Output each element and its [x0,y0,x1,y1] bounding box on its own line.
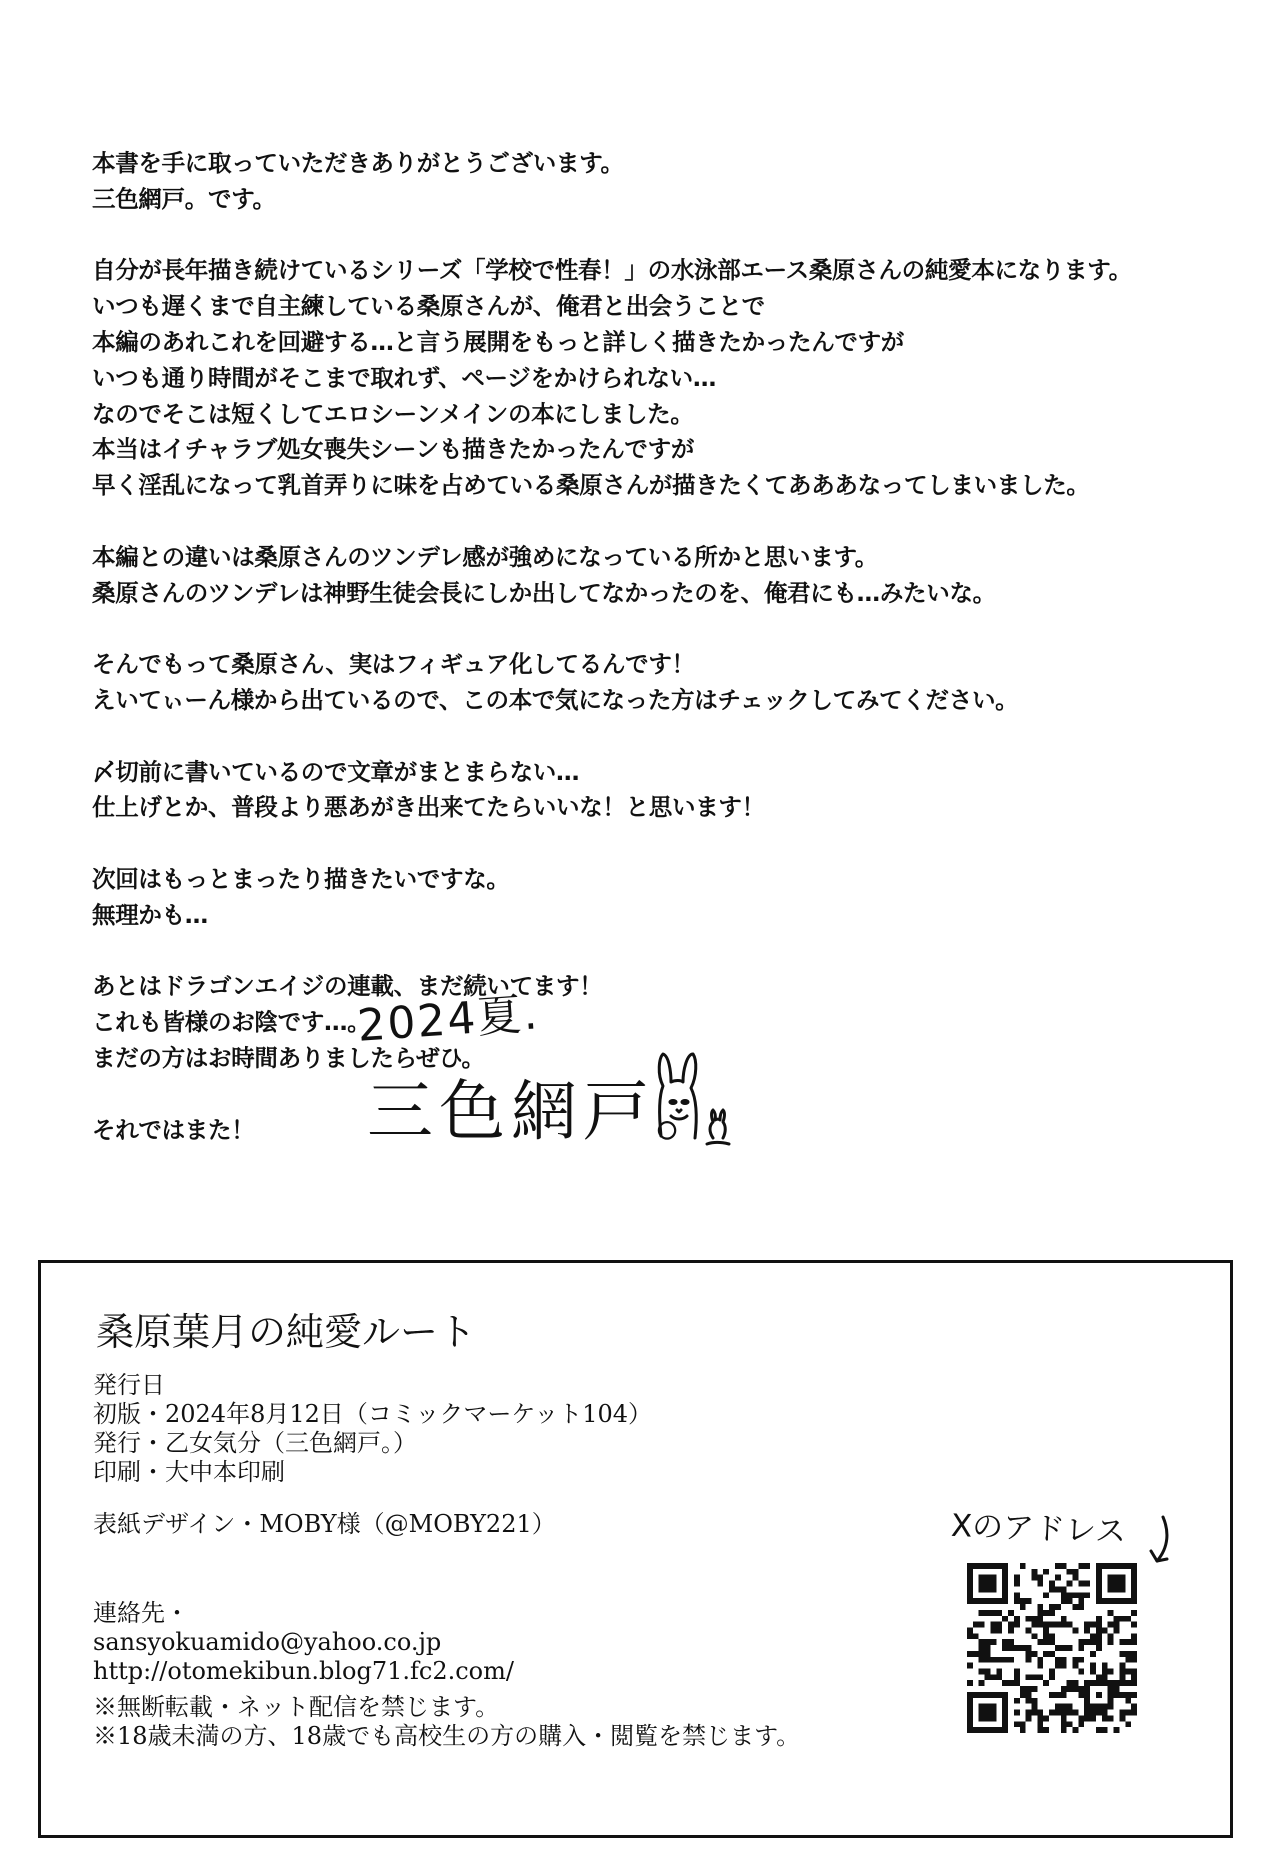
afterword-line: まだの方はお時間ありましたらぜひ。 [92,1043,485,1072]
rabbit-doodle-icon [647,1046,757,1146]
colophon-box [38,1260,1233,1838]
afterword-line: 桑原さんのツンデレは神野生徒会長にしか出してなかったのを、俺君にも…みたいな。 [92,578,996,607]
contact-label: 連絡先・ [93,1599,189,1627]
afterword-line: 仕上げとか、普段より悪あがき出来てたらいいな！と思います！ [92,793,765,822]
qr-code-icon[interactable] [967,1563,1137,1733]
afterword-line: そんでもって桑原さん、実はフィギュア化してるんです！ [92,650,695,679]
contact-email: sansyokuamido@yahoo.co.jp [93,1628,442,1656]
handwritten-signature [355,990,775,1165]
afterword-line: それではまた！ [92,1115,255,1144]
afterword-line: 本編のあれこれを回避する…と言う展開をもっと詳しく描きたかったんですが [92,327,904,356]
first-edition-line: 初版・2024年8月12日（コミックマーケット104） [93,1400,653,1428]
notices [93,1693,800,1751]
afterword-line: 本書を手に取っていただきありがとうございます。 [92,149,624,177]
afterword-line: 無理かも… [92,900,208,929]
afterword-line: 〆切前に書いているので文章がまとまらない… [92,757,580,786]
afterword-line: 早く淫乱になって乳首弄りに味を占めている桑原さんが描きたくてあああなってしまいました。 [92,471,1090,500]
afterword-line: 三色網戸。です。 [92,184,276,213]
afterword-paragraph [92,540,1172,612]
afterword-line: 自分が長年描き続けているシリーズ「学校で性春！」の水泳部エース桑原さんの純愛本になります。 [92,256,1132,285]
book-title: 桑原葉月の純愛ルート [96,1310,477,1354]
afterword-line: いつも遅くまで自主練している桑原さんが、俺君と出会うことで [92,292,765,321]
publisher-line: 発行・乙女気分（三色網戸。） [93,1429,417,1457]
publication-info [93,1371,652,1487]
afterword-line: これも皆様のお陰です…。 [92,1008,371,1037]
signature-name: 三色網戸。 [367,1073,727,1150]
afterword-line: 本編との違いは桑原さんのツンデレ感が強めになっている所かと思います。 [92,542,878,571]
notice-reproduction: ※無断転載・ネット配信を禁じます。 [93,1693,500,1721]
afterword-paragraph [92,862,1172,934]
signature-date: 2024夏. [355,988,541,1052]
afterword-paragraph [92,253,1172,504]
afterword-line: いつも通り時間がそこまで取れず、ページをかけられない… [92,363,717,392]
contact-info [93,1599,514,1686]
qr-label: Xのアドレス [950,1507,1127,1551]
cover-design-credit: 表紙デザイン・MOBY様（@MOBY221） [93,1510,556,1538]
printer-line: 印刷・大中本印刷 [93,1458,285,1486]
afterword-line: あとはドラゴンエイジの連載、まだ続いてます！ [92,972,603,1001]
afterword-paragraph [92,647,1172,719]
notice-age-restriction: ※18歳未満の方、18歳でも高校生の方の購入・閲覧を禁じます。 [93,1722,801,1750]
afterword-paragraph [92,755,1172,827]
hand-drawn-arrow-icon [1141,1513,1177,1573]
afterword-line: 次回はもっとまったり描きたいですな。 [92,864,510,893]
afterword-paragraph [92,146,1172,218]
contact-url: http://otomekibun.blog71.fc2.com/ [93,1657,514,1685]
afterword-line: えいてぃーん様から出ているので、この本で気になった方はチェックしてみてください。 [92,685,1019,714]
publication-date-label: 発行日 [93,1371,165,1399]
afterword-line: 本当はイチャラブ処女喪失シーンも描きたかったんですが [92,435,695,464]
afterword-line: なのでそこは短くしてエロシーンメインの本にしました。 [92,399,694,428]
